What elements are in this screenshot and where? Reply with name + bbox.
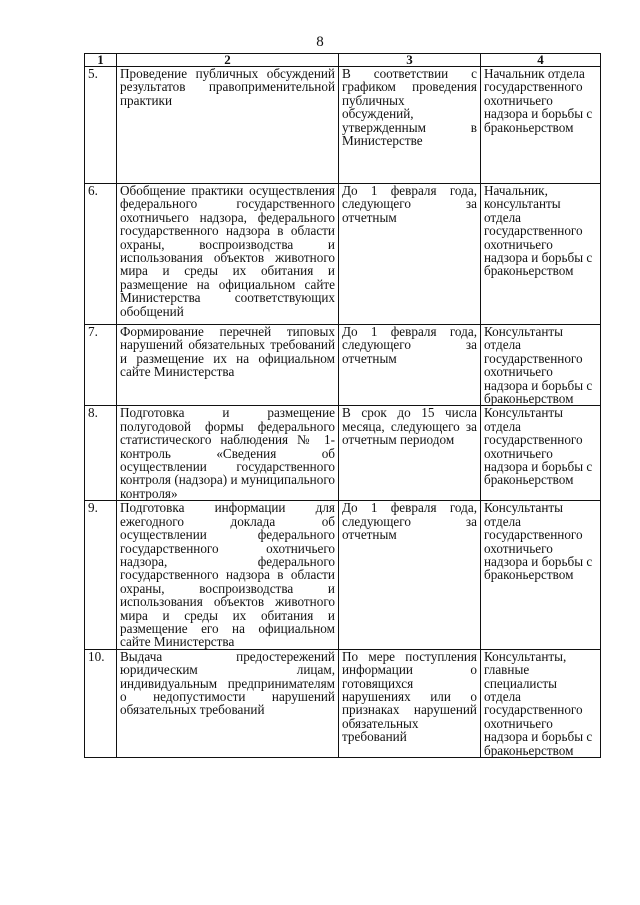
deadline-cell: До 1 февраля года, следующего за отчетным (339, 501, 481, 649)
responsible-cell: Консультанты отдела государственного охотничьего надзора и борьбы с браконьерством (481, 406, 601, 501)
deadline-cell: До 1 февраля года, следующего за отчетным (339, 184, 481, 325)
row-number: 9. (85, 501, 117, 649)
responsible-cell: Консультанты отдела государственного охотничьего надзора и борьбы с браконьерством (481, 501, 601, 649)
column-header: 4 (481, 54, 601, 67)
column-header: 1 (85, 54, 117, 67)
row-number: 6. (85, 184, 117, 325)
table-row (85, 325, 601, 406)
table-row (85, 649, 601, 757)
table-row (85, 184, 601, 325)
action-cell: Подготовка информации для ежегодного доклада об осуществлении федерального государственного охотничьего надзора, федерального государственного надзора в области охраны, воспроизводства и использования объектов животного мира и среды их обитания и размещение его на официальном сайте Министерства (117, 501, 339, 649)
action-cell: Формирование перечней типовых нарушений обязательных требований и размещение их на официальном сайте Министерства (117, 325, 339, 406)
responsible-cell: Начальник отдела государственного охотничьего надзора и борьбы с браконьерством (481, 67, 601, 184)
deadline-cell: По мере поступления информации о готовящихся нарушениях или о признаках нарушений обязательных требований (339, 649, 481, 757)
responsible-cell: Консультанты, главные специалисты отдела государственного охотничьего надзора и борьбы с браконьерством (481, 649, 601, 757)
deadline-cell: В срок до 15 числа месяца, следующего за отчетным периодом (339, 406, 481, 501)
page-number: 8 (316, 34, 324, 50)
action-cell: Проведение публичных обсуждений результатов правоприменительной практики (117, 67, 339, 184)
column-header: 2 (117, 54, 339, 67)
table-row (85, 501, 601, 649)
action-cell: Выдача предостережений юридическим лицам, индивидуальным предпринимателям о недопустимости нарушений обязательных требований (117, 649, 339, 757)
row-number: 8. (85, 406, 117, 501)
responsible-cell: Консультанты отдела государственного охотничьего надзора и борьбы с браконьерством (481, 325, 601, 406)
responsible-cell: Начальник, консультанты отдела государственного охотничьего надзора и борьбы с браконьерством (481, 184, 601, 325)
action-plan-table (84, 53, 601, 758)
row-number: 7. (85, 325, 117, 406)
deadline-cell: До 1 февраля года, следующего за отчетным (339, 325, 481, 406)
deadline-cell: В соответствии с графиком проведения публичных обсуждений, утвержденным в Министерстве (339, 67, 481, 184)
table-header-row (85, 54, 601, 67)
table-row (85, 67, 601, 184)
action-cell: Обобщение практики осуществления федерального государственного охотничьего надзора, федерального государственного надзора в области охраны, воспроизводства и использования объектов животного мира и среды их обитания и размещение на официальном сайте Министерства соответствующих обобщений (117, 184, 339, 325)
table-row (85, 406, 601, 501)
row-number: 10. (85, 649, 117, 757)
row-number: 5. (85, 67, 117, 184)
column-header: 3 (339, 54, 481, 67)
action-cell: Подготовка и размещение полугодовой формы федерального статистического наблюдения № 1-контроль «Сведения об осуществлении государственного контроля (надзора) и муниципального контроля» (117, 406, 339, 501)
